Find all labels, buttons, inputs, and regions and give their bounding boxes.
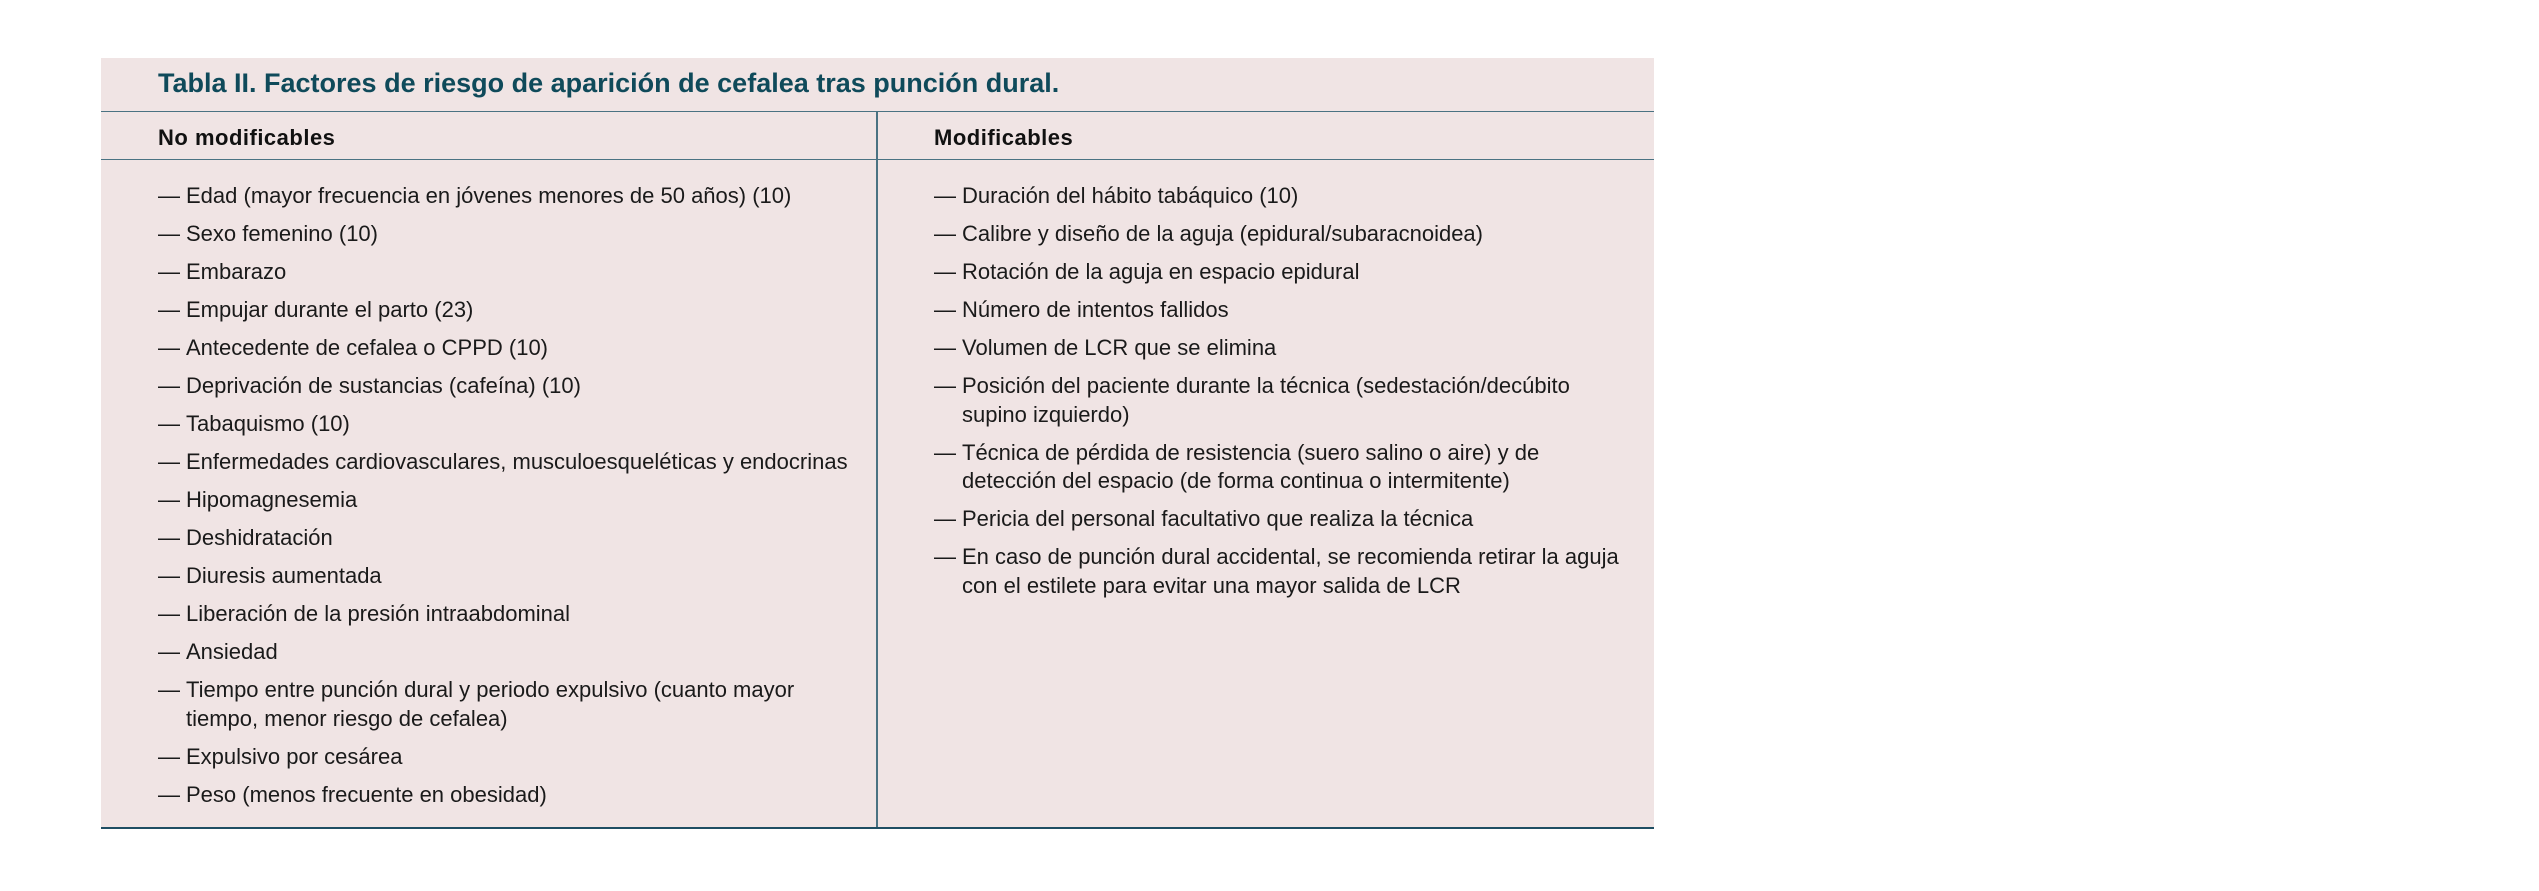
non-modifiable-factor-item-text: Enfermedades cardiovasculares, musculoesqueléticas y endocrinas [186,449,848,474]
modifiable-factor-item-text: Posición del paciente durante la técnica (sedestación/decúbito supino izquierdo) [962,373,1570,427]
modifiable-factor-item [934,334,1634,363]
non-modifiable-factor-item-text: Empujar durante el parto (23) [186,297,474,322]
modifiable-factor-item-text: Pericia del personal facultativo que realiza la técnica [962,506,1474,531]
risk-factors-table [101,58,1654,829]
dash-bullet: — [158,411,180,436]
dash-bullet: — [158,639,180,664]
non-modifiable-factor-item-text: Embarazo [186,259,287,284]
non-modifiable-factor-item-text: Ansiedad [186,639,278,664]
modifiable-factor-item-text: Volumen de LCR que se elimina [962,335,1277,360]
non-modifiable-factor-item-text: Liberación de la presión intraabdominal [186,601,571,626]
dash-bullet: — [158,601,180,626]
modifiable-factor-item [934,220,1634,249]
non-modifiable-factor-item-text: Tabaquismo (10) [186,411,350,436]
dash-bullet: — [158,781,180,807]
non-modifiable-factor-item [158,410,858,439]
non-modifiable-factor-item-text: Diuresis aumentada [186,563,382,588]
non-modifiable-factor-item-text: Tiempo entre punción dural y periodo expulsivo (cuanto mayor tiempo, menor riesgo de cefalea) [186,677,795,731]
non-modifiable-factors-list [158,182,858,819]
modifiable-factor-item-text: Número de intentos fallidos [962,297,1229,322]
non-modifiable-factor-item [158,562,858,591]
modifiable-factor-item-text: Duración del hábito tabáquico (10) [962,183,1299,208]
modifiable-factor-item [934,439,1634,496]
non-modifiable-factor-item [158,334,858,363]
non-modifiable-factor-item [158,258,858,287]
dash-bullet: — [934,259,956,284]
non-modifiable-factor-item [158,448,858,477]
non-modifiable-factor-item-text: Deprivación de sustancias (cafeína) (10) [186,373,581,398]
non-modifiable-factor-item [158,296,858,325]
non-modifiable-factor-item [158,372,858,401]
dash-bullet: — [158,373,180,398]
modifiable-factor-item [934,182,1634,211]
dash-bullet: — [158,487,180,512]
non-modifiable-factor-item-text: Hipomagnesemia [186,487,358,512]
non-modifiable-factor-item [158,638,858,667]
non-modifiable-factor-item-text: Antecedente de cefalea o CPPD (10) [186,335,549,360]
dash-bullet: — [934,373,956,398]
modifiable-factor-item-text: En caso de punción dural accidental, se recomienda retirar la aguja con el estilete para evitar una mayor salida de LCR [962,544,1619,598]
dash-bullet: — [158,563,180,588]
column-divider [876,111,878,829]
dash-bullet: — [934,297,956,322]
dash-bullet: — [158,449,180,474]
dash-bullet: — [934,221,956,246]
non-modifiable-factor-item [158,524,858,553]
non-modifiable-factor-item-text: Sexo femenino (10) [186,221,378,246]
non-modifiable-factor-item-text: Expulsivo por cesárea [186,743,403,769]
dash-bullet: — [934,439,956,465]
table-bottom-rule [101,827,1654,830]
modifiable-factor-item [934,372,1634,429]
modifiable-factors-list [934,182,1634,610]
dash-bullet: — [158,743,180,769]
non-modifiable-factor-item [158,676,858,733]
modifiable-factor-item [934,296,1634,325]
dash-bullet: — [934,506,956,531]
modifiable-factor-item [934,258,1634,287]
modifiable-factor-item-text: Técnica de pérdida de resistencia (suero salino o aire) y de detección del espacio (de forma continua o intermitente) [962,439,1540,493]
dash-bullet: — [158,677,180,702]
modifiable-factor-item [934,505,1634,534]
table-title: Tabla II. Factores de riesgo de aparición de cefalea tras punción dural. [158,68,1060,98]
dash-bullet: — [158,297,180,322]
dash-bullet: — [934,335,956,360]
column-header-modifiable: Modificables [934,125,1074,150]
non-modifiable-factor-item-text: Deshidratación [186,525,333,550]
dash-bullet: — [934,544,956,569]
dash-bullet: — [934,183,956,208]
non-modifiable-factor-item [158,600,858,629]
non-modifiable-factor-item-text: Edad (mayor frecuencia en jóvenes menores de 50 años) (10) [186,183,792,208]
dash-bullet: — [158,335,180,360]
modifiable-factor-item-text: Rotación de la aguja en espacio epidural [962,259,1360,284]
dash-bullet: — [158,183,180,208]
non-modifiable-factor-item [158,743,858,772]
non-modifiable-factor-item-text: Peso (menos frecuente en obesidad) [186,781,547,807]
non-modifiable-factor-item [158,486,858,515]
non-modifiable-factor-item [158,182,858,211]
dash-bullet: — [158,221,180,246]
non-modifiable-factor-item [158,220,858,249]
non-modifiable-factor-item [158,781,858,810]
modifiable-factor-item-text: Calibre y diseño de la aguja (epidural/subaracnoidea) [962,221,1483,246]
modifiable-factor-item [934,543,1634,600]
dash-bullet: — [158,259,180,284]
dash-bullet: — [158,525,180,550]
column-header-non-modifiable: No modificables [158,125,336,150]
